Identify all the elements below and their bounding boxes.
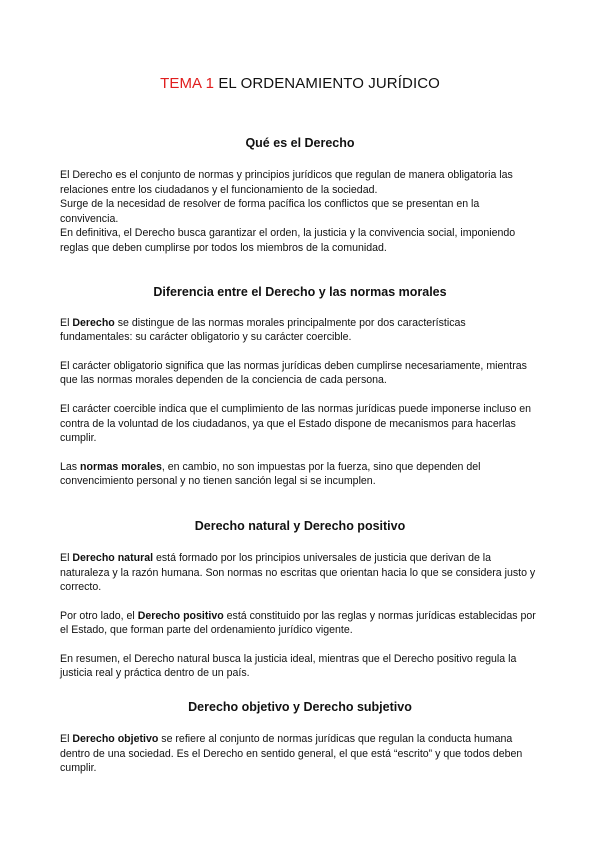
paragraph: El Derecho es el conjunto de normas y principios jurídicos que regulan de manera obligatoria las relaciones entre los ciudadanos y el funcionamiento de la sociedad. <box>60 169 513 196</box>
bold-term-derecho-natural: Derecho natural <box>72 551 154 564</box>
section-heading-derecho-objetivo-y-subjetivo: Derecho objetivo y Derecho subjetivo <box>188 700 412 715</box>
section-body-derecho-natural-y-positivo <box>60 551 540 681</box>
paragraph: En definitiva, el Derecho busca garantizar el orden, la justicia y la convivencia social, imponiendo reglas que deben cumplirse por todos los miembros de la comunidad. <box>60 227 516 254</box>
paragraph: El Derecho natural está formado por los principios universales de justicia que derivan de la naturaleza y la razón humana. Son normas no escritas que orientan hacia lo que se considera justo y correcto. <box>60 551 536 594</box>
paragraph: El carácter coercible indica que el cumplimiento de las normas jurídicas puede imponerse incluso en contra de la voluntad de los ciudadanos, ya que el Estado dispone de mecanismos para hacerlas cumplir. <box>60 402 532 445</box>
bold-term-derecho-positivo: Derecho positivo <box>137 609 224 622</box>
bold-term-normas-morales: normas morales <box>80 460 162 473</box>
section-heading-que-es-el-derecho: Qué es el Derecho <box>245 136 355 150</box>
paragraph: El carácter obligatorio significa que las normas jurídicas deben cumplirse necesariamente, mientras que las normas morales dependen de la conciencia de cada persona. <box>60 359 527 387</box>
bold-term-derecho-objetivo: Derecho objetivo <box>72 733 159 746</box>
paragraph: Las normas morales, en cambio, no son impuestas por la fuerza, sino que dependen del convencimiento personal y no tienen sanción legal si se incumplen. <box>60 460 481 488</box>
bold-term-derecho: Derecho <box>72 316 115 329</box>
section-body-que-es-el-derecho <box>60 168 540 256</box>
section-body-derecho-objetivo-y-subjetivo <box>60 732 540 776</box>
title-text: EL ORDENAMIENTO JURÍDICO <box>214 75 440 92</box>
section-heading-derecho-y-normas-morales: Diferencia entre el Derecho y las normas morales <box>153 284 447 299</box>
document-title <box>60 0 540 93</box>
section-body-derecho-y-normas-morales <box>60 316 540 489</box>
paragraph: Surge de la necesidad de resolver de forma pacífica los conflictos que se presentan en la convivencia. <box>60 198 480 225</box>
paragraph: En resumen, el Derecho natural busca la justicia ideal, mientras que el Derecho positivo regula la justicia real y práctica dentro de un país. <box>60 652 517 680</box>
section-heading-derecho-natural-y-positivo: Derecho natural y Derecho positivo <box>194 518 406 533</box>
paragraph: El Derecho objetivo se refiere al conjunto de normas jurídicas que regulan la conducta humana dentro de una sociedad. Es el Derecho en sentido general, el que está “escrito” y que todos deben cumplir. <box>60 733 523 775</box>
title-topic-number: TEMA 1 <box>160 75 215 92</box>
paragraph: El Derecho se distingue de las normas morales principalmente por dos características fundamentales: su carácter obligatorio y su carácter coercible. <box>60 316 466 344</box>
paragraph: Por otro lado, el Derecho positivo está constituido por las reglas y normas jurídicas establecidas por el Estado, que forman parte del ordenamiento jurídico vigente. <box>60 609 536 637</box>
